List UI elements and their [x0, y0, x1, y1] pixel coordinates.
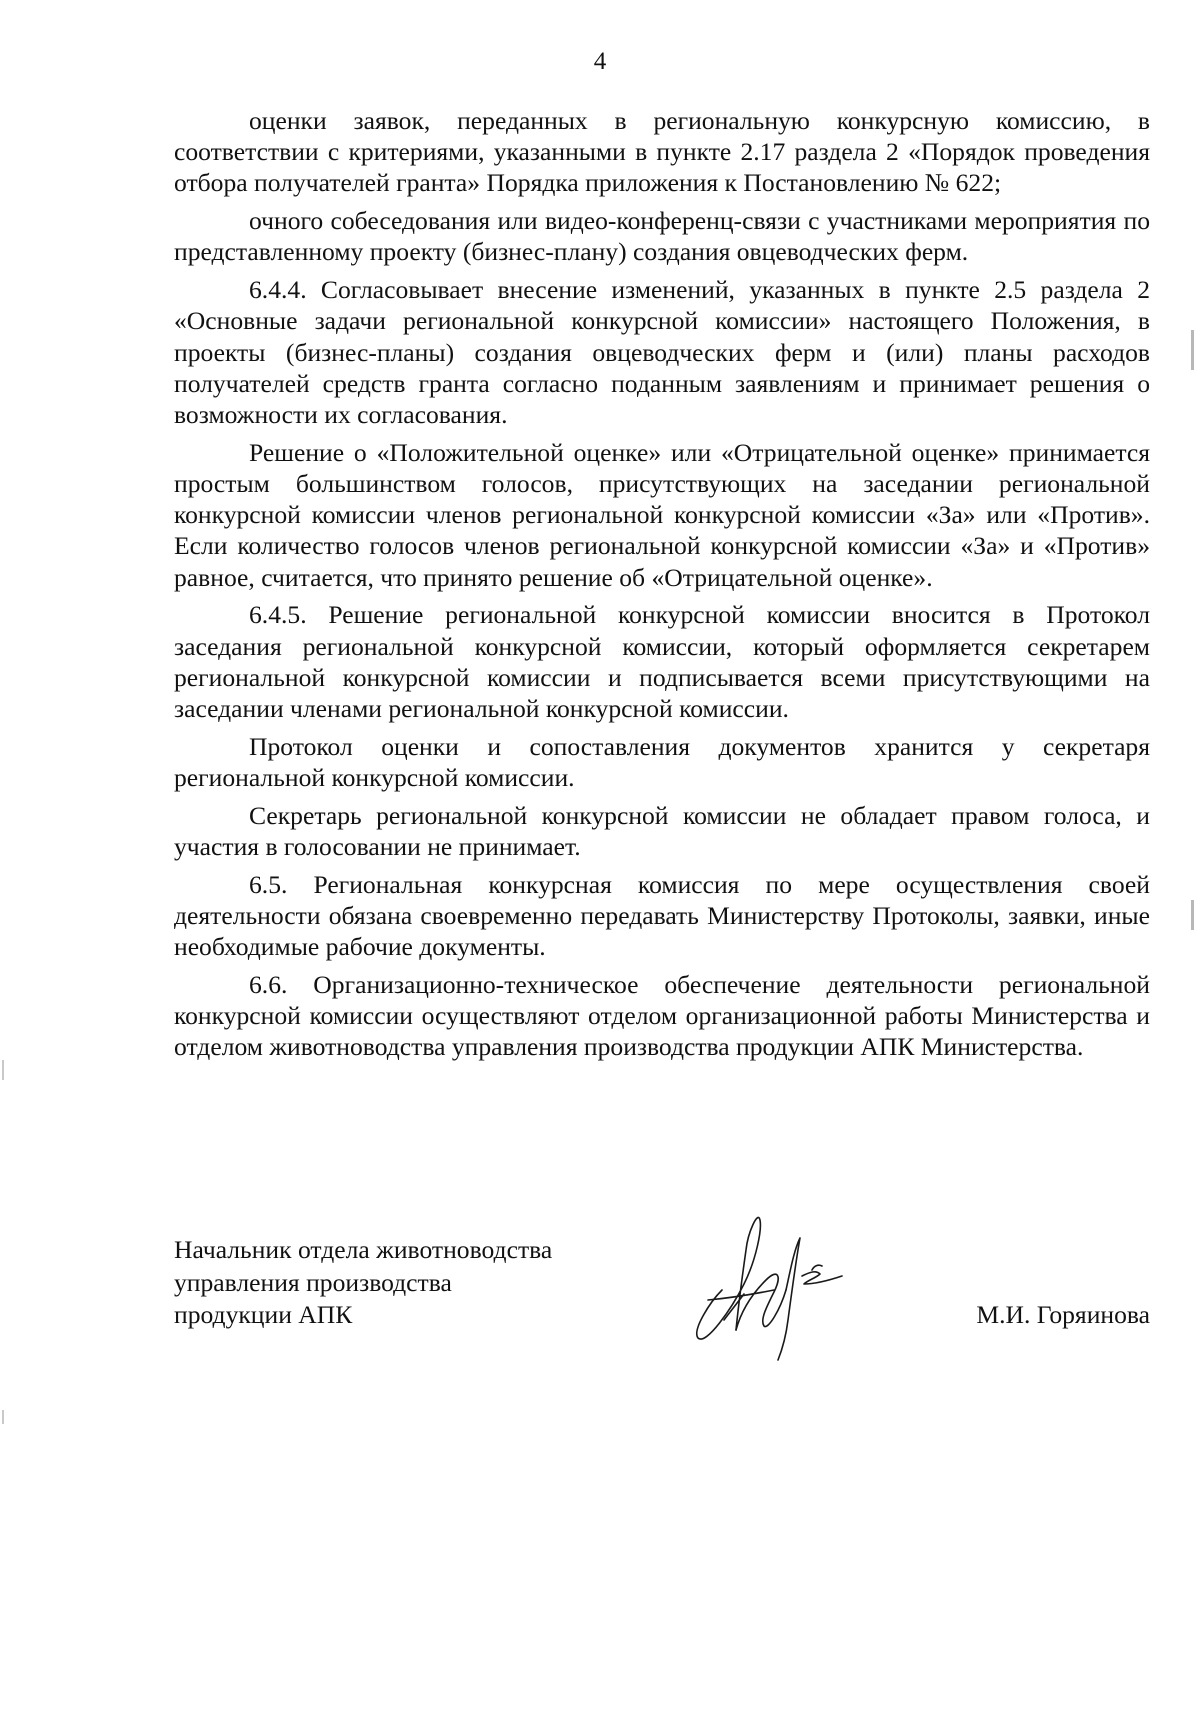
paragraph: 6.4.4. Согласовывает внесение изменений, указанных в пункте 2.5 раздела 2 «Основные задачи региональной конкурсной комиссии» настоящего Положения, в проекты (бизнес-планы) создания овцеводческих ферм и (или) планы расходов получателей средств гранта согласно поданным заявлениям и принимает решения о возможности их согласования.	[174, 275, 1150, 430]
paragraph: очного собеседования или видео-конференц-связи с участниками мероприятия по представленному проекту (бизнес-плану) создания овцеводческих ферм.	[174, 206, 1150, 267]
signatory-title-line: Начальник отдела животноводства	[174, 1235, 553, 1264]
handwritten-signature	[670, 1180, 860, 1370]
paragraph: Секретарь региональной конкурсной комиссии не обладает правом голоса, и участия в голосовании не принимает.	[174, 800, 1150, 862]
paragraph: Протокол оценки и сопоставления документов хранится у секретаря региональной конкурсной комиссии.	[174, 731, 1150, 793]
signatory-name: М.И. Горяинова	[976, 1300, 1150, 1329]
scan-edge-mark	[1191, 330, 1194, 370]
paragraph: Решение о «Положительной оценке» или «Отрицательной оценке» принимается простым большинством голосов, присутствующих на заседании региональной конкурсной комиссии членов региональной конкурсной комиссии «За» или «Против». Если количество голосов членов региональной конкурсной комиссии «За» и «Против» равное, считается, что принято решение об «Отрицательной оценке».	[174, 437, 1150, 592]
paragraph: 6.4.5. Решение региональной конкурсной комиссии вносится в Протокол заседания региональной конкурсной комиссии, который оформляется секретарем региональной конкурсной комиссии и подписывается всеми присутствующими на заседании членами региональной конкурсной комиссии.	[174, 600, 1150, 724]
paragraph: 6.5. Региональная конкурсная комиссия по мере осуществления своей деятельности обязана своевременно передавать Министерству Протоколы, заявки, иные необходимые рабочие документы.	[174, 869, 1150, 962]
paragraph: 6.6. Организационно-техническое обеспечение деятельности региональной конкурсной комиссии осуществляют отделом организационной работы Министерства и отделом животноводства управления производства продукции АПК Министерства.	[174, 970, 1150, 1062]
signatory-title-line: продукции АПК	[174, 1300, 353, 1329]
page-number: 4	[593, 48, 607, 75]
signature-block	[174, 1234, 1150, 1354]
scan-edge-mark	[1191, 900, 1194, 930]
scan-edge-mark	[2, 1060, 4, 1080]
document-body	[174, 105, 1150, 1069]
scan-edge-mark	[2, 1410, 4, 1424]
signatory-title	[174, 1234, 552, 1332]
paragraph: оценки заявок, переданных в региональную конкурсную комиссию, в соответствии с критериями, указанными в пункте 2.17 раздела 2 «Порядок проведения отбора получателей гранта» Порядка приложения к Постановлению № 622;	[174, 106, 1150, 198]
signatory-title-line: управления производства	[174, 1267, 452, 1297]
